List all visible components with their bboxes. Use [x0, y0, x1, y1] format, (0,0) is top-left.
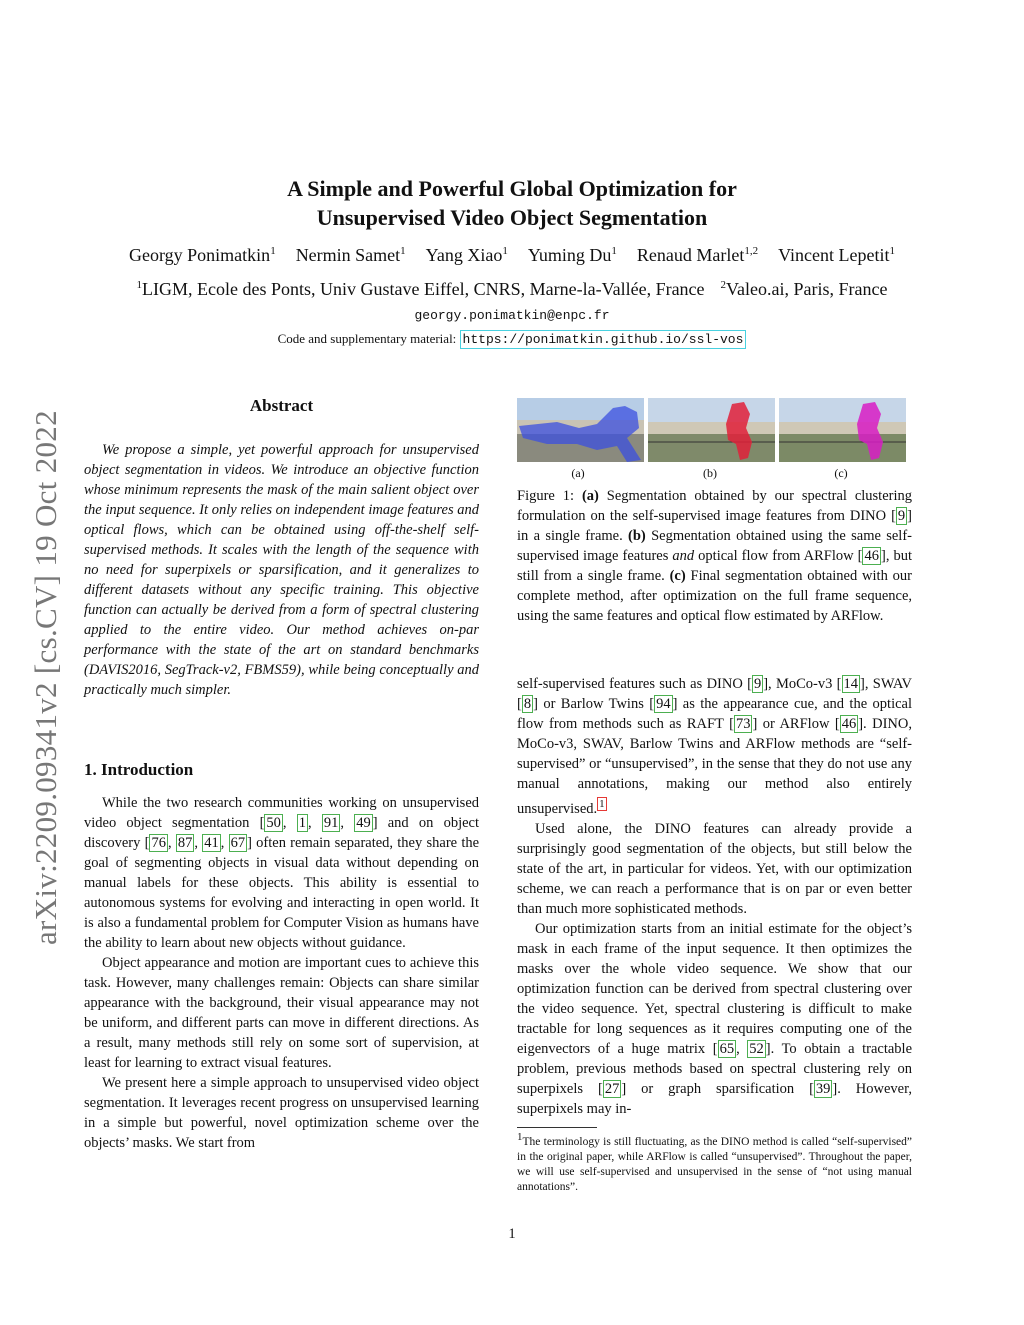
footnote: $^1$The terminology is still fluctuating, as the DINO method is called “self-supervised” in the original paper, while ARFlow is called “unsupervised”. Throughout the paper, we will use self-supervised and unsupervised in the sense of “not using manual annotations”.: [517, 1131, 912, 1193]
right-paragraph-2: Used alone, the DINO features can already provide a surprisingly good segmentation of the objects, but still below the state of the art, in particular for videos. Yet, with our optimization scheme, we can reach a performance that is on par or even better than much more sophisticated methods.: [517, 820, 912, 917]
citation-link[interactable]: 87: [177, 835, 193, 851]
author-name: Renaud Marlet$^{1,2}$: [636, 245, 759, 265]
citation-link[interactable]: 46: [841, 716, 857, 732]
right-paragraph-1: self-supervised features such as DINO [ 9 ], MoCo-v3 [ 14 ], SWAV [ 8 ] or Barlow Twins [ 94 ] as the appearance cue, and the optical flow from methods such as RAFT [ 73 ] or ARFlow [ 46 ]. DINO, MoCo-v3, SWAV, Barlow Twins and ARFlow methods are “self-supervised” or “unsupervised”, in the sense that they do not use any manual annotations, making our method also entirely unsupervised. $^1$: [517, 676, 913, 817]
affiliation: $^1$LIGM, Ecole des Ponts, Univ Gustave Eiffel, CNRS, Marne-la-Vallée, France: [136, 279, 705, 299]
code-link-line: [0, 331, 1024, 347]
citation-link[interactable]: 94: [656, 696, 671, 712]
citation-link[interactable]: 50: [266, 815, 281, 831]
subfigure-label-c: (c): [834, 466, 848, 480]
arxiv-identifier: arXiv:2209.09341v2 [cs.CV] 19 Oct 2022: [28, 410, 63, 945]
citation-link[interactable]: 8: [523, 696, 532, 712]
abstract-heading: Abstract: [249, 396, 314, 415]
code-label: Code and supplementary material:: [277, 331, 457, 346]
paper-title: [0, 174, 1024, 232]
intro-heading: 1. Introduction: [84, 760, 194, 779]
code-url-link[interactable]: https://ponimatkin.github.io/ssl-vos: [460, 330, 747, 349]
intro-paragraph-1: While the two research communities working on unsupervised video object segmentation [ 50 , 1 , 91 , 49 ] and on object discovery [ 76 , 87 , 41 , 67 ] often remain separated, they share the goal of segmenting objects in visual data without depending on manual labels for these objects. This ability is essential to autonomous systems for evolving and interacting in open world. It is also a fundamental problem for Computer Vision as humans have the ability to learn about new objects without guidance.: [84, 795, 480, 951]
title-line-1: A Simple and Powerful Global Optimization for: [287, 176, 737, 201]
abstract-text: We propose a simple, yet powerful approach for unsupervised object segmentation in videos. We introduce an objective function whose minimum represents the mask of the main salient object over the input sequence. It only relies on independent image features and optical flows, which can be obtained using off-the-shelf self-supervised methods. It scales with the length of the sequence with no need for superpixels or sparsification, and it generalizes to different datasets without any specific training. This objective function can actually be derived from a form of spectral clustering applied to the entire video. Our method achieves on-par performance with the state of the art on standard benchmarks (DAVIS2016, SegTrack-v2, FBMS59), while being conceptually and practically much simpler.: [84, 442, 479, 698]
contact-email[interactable]: georgy.ponimatkin@enpc.fr: [414, 308, 610, 323]
author-name: Yang Xiao$^1$: [425, 245, 508, 265]
citation-link[interactable]: 1: [298, 815, 307, 831]
footnote-rule: [517, 1127, 597, 1128]
citation-link[interactable]: 49: [356, 815, 371, 831]
citation-link[interactable]: 14: [843, 676, 858, 692]
citation-link[interactable]: 9: [753, 676, 762, 692]
author-name: Nermin Samet$^1$: [295, 245, 406, 265]
citation-link[interactable]: 73: [735, 716, 751, 732]
figure-1-caption: Figure 1: (a) Segmentation obtained by our spectral clustering formulation on the self-supervised image features from DINO [ 9 ] in a single frame. (b) Segmentation obtained using the same self-supervised image features and optical flow from ARFlow [ 46 ], but still from a single frame. (c) Final segmentation obtained with our complete method, after optimization on the full frame sequence, using the same features and optical flow estimated by ARFlow.: [517, 488, 912, 624]
citation-link[interactable]: 27: [604, 1080, 620, 1097]
citation-link[interactable]: 41: [204, 835, 219, 851]
page-number: 1: [508, 1226, 516, 1242]
citation-link[interactable]: 65: [719, 1040, 735, 1057]
intro-paragraph-3: We present here a simple approach to unsupervised video object segmentation. It leverages recent progress on unsupervised learning in a simple but powerful, novel optimization scheme over the objects’ masks. We start from: [84, 1075, 479, 1151]
citation-link[interactable]: 52: [749, 1040, 764, 1057]
figure-1c-image: [779, 398, 906, 462]
figure-1-images: [517, 398, 912, 464]
subfigure-label-b: (b): [703, 466, 717, 480]
author-list: [0, 245, 1024, 266]
right-column-text: [517, 674, 912, 1119]
citation-link[interactable]: 76: [151, 835, 166, 851]
author-name: Yuming Du$^1$: [527, 245, 617, 265]
figure-1b-image: [648, 398, 775, 462]
title-line-2: Unsupervised Video Object Segmentation: [316, 205, 708, 230]
subfigure-label-a: (a): [571, 466, 585, 480]
intro-paragraph-2: Object appearance and motion are important cues to achieve this task. However, many challenges remain: Objects can share similar appearance with the background, their visual appearance may not be uniform, and different parts can move in different directions. As a result, many methods still rely on some sort of supervision, at least for learning to extract visual features.: [84, 955, 479, 1071]
citation-link[interactable]: 9: [897, 508, 906, 524]
footnote-link[interactable]: 1: [599, 798, 605, 810]
author-name: Georgy Ponimatkin$^1$: [129, 245, 276, 265]
right-paragraph-3: Our optimization starts from an initial estimate for the object’s mask in each frame of the input sequence. It then optimizes the masks over the whole video sequence. We show that our optimization function can be derived from spectral clustering over the video sequence. Yet, spectral clustering is difficult to make tractable for long sequences as it requires computing one of the eigenvectors of a huge matrix [ 65 , 52 ]. To obtain a tractable problem, previous methods based on spectral clustering rely on superpixels [ 27 ] or graph sparsification [ 39 ]. However, superpixels may in-: [517, 920, 913, 1117]
citation-link[interactable]: 91: [323, 815, 339, 831]
figure-1a-image: [517, 398, 644, 462]
intro-section: [84, 793, 479, 1153]
affiliations: [0, 279, 1024, 300]
citation-link[interactable]: 39: [815, 1080, 831, 1097]
citation-link[interactable]: 67: [230, 835, 246, 851]
author-name: Vincent Lepetit$^1$: [778, 245, 895, 265]
affiliation: $^2$Valeo.ai, Paris, France: [720, 279, 888, 299]
citation-link[interactable]: 46: [864, 548, 879, 564]
